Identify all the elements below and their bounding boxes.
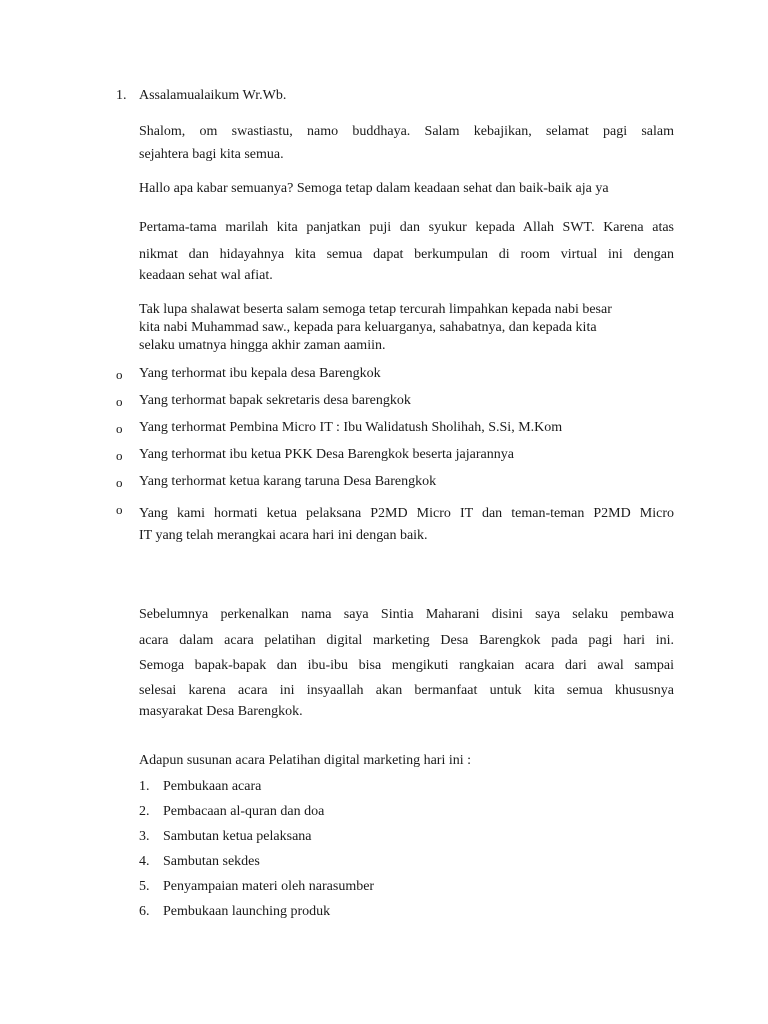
agenda-number: 2. <box>139 804 150 819</box>
list-item: Yang terhormat ketua karang taruna Desa Barengkok <box>139 474 437 489</box>
agenda-item: Sambutan sekdes <box>163 854 260 869</box>
paragraph-line: Tak lupa shalawat beserta salam semoga tetap tercurah limpahkan kepada nabi besar <box>139 302 612 317</box>
agenda-item: Pembukaan acara <box>163 779 262 794</box>
agenda-item: Pembukaan launching produk <box>163 904 331 919</box>
agenda-number: 1. <box>139 779 150 794</box>
list-item: Yang terhormat ibu kepala desa Barengkok <box>139 366 381 381</box>
bullet-marker: o <box>116 475 123 490</box>
bullet-marker: o <box>116 502 123 517</box>
list-number: 1. <box>116 88 127 103</box>
agenda-item: Penyampaian materi oleh narasumber <box>163 879 375 894</box>
paragraph-line: Sebelumnya perkenalkan nama saya Sintia Maharani disini saya selaku pembawa <box>139 607 674 622</box>
bullet-marker: o <box>116 394 123 409</box>
list-item: Yang terhormat Pembina Micro IT : Ibu Walidatush Sholihah, S.Si, M.Kom <box>139 420 563 435</box>
greeting: Assalamualaikum Wr.Wb. <box>139 88 287 103</box>
paragraph-line: kita nabi Muhammad saw., kepada para keluarganya, sahabatnya, dan kepada kita <box>139 320 597 335</box>
paragraph-line: Semoga bapak-bapak dan ibu-ibu bisa mengikuti rangkaian acara dari awal sampai <box>139 658 674 673</box>
agenda-item: Pembacaan al-quran dan doa <box>163 804 325 819</box>
agenda-item: Sambutan ketua pelaksana <box>163 829 312 844</box>
agenda-number: 5. <box>139 879 150 894</box>
list-item: Yang kami hormati ketua pelaksana P2MD Micro IT dan teman-teman P2MD Micro <box>139 506 674 521</box>
paragraph-line: Shalom, om swastiastu, namo buddhaya. Salam kebajikan, selamat pagi salam <box>139 124 674 139</box>
agenda-number: 6. <box>139 904 150 919</box>
paragraph-line: keadaan sehat wal afiat. <box>139 268 273 283</box>
paragraph-line: masyarakat Desa Barengkok. <box>139 704 303 719</box>
paragraph-line: Hallo apa kabar semuanya? Semoga tetap dalam keadaan sehat dan baik-baik aja ya <box>139 181 609 196</box>
paragraph-line: sejahtera bagi kita semua. <box>139 147 284 162</box>
list-item: Yang terhormat ibu ketua PKK Desa Barengkok beserta jajarannya <box>139 447 514 462</box>
paragraph-line: selesai karena acara ini insyaallah akan bermanfaat untuk kita semua khususnya <box>139 683 674 698</box>
bullet-marker: o <box>116 448 123 463</box>
paragraph-line: acara dalam acara pelatihan digital marketing Desa Barengkok pada pagi hari ini. <box>139 633 674 648</box>
paragraph-line: nikmat dan hidayahnya kita semua dapat berkumpulan di room virtual ini dengan <box>139 247 674 262</box>
agenda-number: 4. <box>139 854 150 869</box>
list-item-continued: IT yang telah merangkai acara hari ini dengan baik. <box>139 528 428 543</box>
agenda-number: 3. <box>139 829 150 844</box>
paragraph-line: selaku umatnya hingga akhir zaman aamiin. <box>139 338 386 353</box>
list-item: Yang terhormat bapak sekretaris desa barengkok <box>139 393 411 408</box>
bullet-marker: o <box>116 421 123 436</box>
paragraph-line: Pertama-tama marilah kita panjatkan puji dan syukur kepada Allah SWT. Karena atas <box>139 220 674 235</box>
agenda-heading: Adapun susunan acara Pelatihan digital marketing hari ini : <box>139 753 472 768</box>
bullet-marker: o <box>116 367 123 382</box>
